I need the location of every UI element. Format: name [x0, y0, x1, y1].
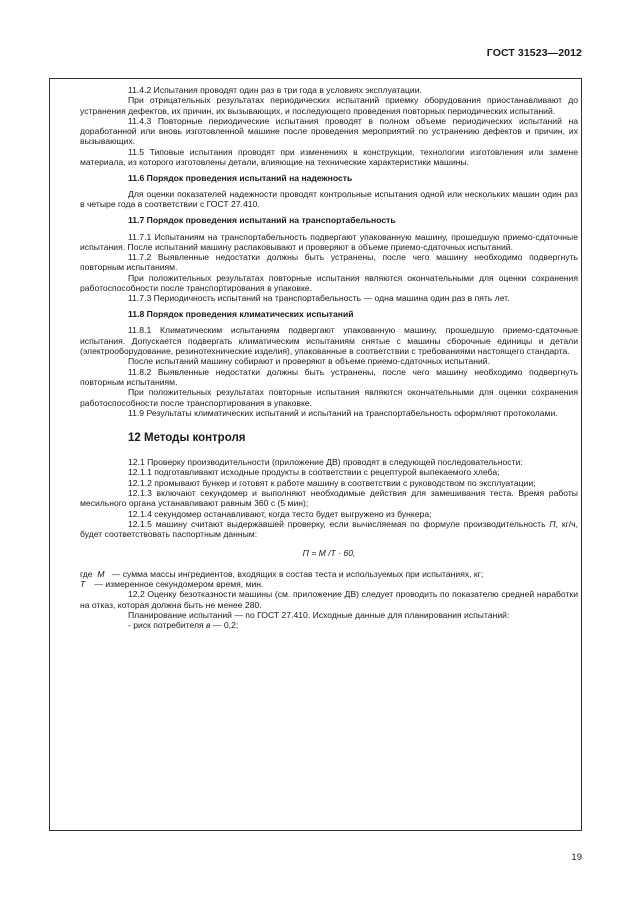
- paragraph-12-2: 12.2 Оценку безотказности машины (см. приложение ДВ) следует проводить по показателю средней наработки на отказ, которая должна быть не менее 280.: [80, 589, 578, 610]
- paragraph-11-8-2: 11.8.2 Выявленные недостатки должны быть устранены, после чего машину необходимо подвергнуть повторным испытаниям.: [80, 366, 578, 387]
- paragraph-consumer-risk: [80, 620, 578, 630]
- productivity-symbol: П: [549, 518, 556, 529]
- paragraph-12-1-5-lead: 12.1.5 машину считают выдержавшей проверку, если вычисляемая по формуле производительность: [128, 518, 550, 529]
- paragraph-11-4-2: 11.4.2 Испытания проводят один раз в три года в условиях эксплуатации.: [128, 85, 422, 95]
- paragraph-11-7-2: 11.7.2 Выявленные недостатки должны быть устранены, после чего машину необходимо подвергнуть повторным испытаниям.: [80, 252, 578, 273]
- section-12-title: 12 Методы контроля: [128, 432, 246, 445]
- paragraph-12-1-1: 12.1.1 подготавливают исходные продукты в соответствии с рецептурой выпекаемого хлеба;: [128, 467, 500, 478]
- paragraph-11-6: Для оценки показателей надежности проводят контрольные испытания одной или нескольких машин один раз в четыре года в соответствии с ГОСТ 27.410.: [80, 189, 578, 210]
- where-m-definition: — сумма массы ингредиентов, входящих в состав теста и используемых при испытаниях, кг;: [111, 568, 484, 579]
- heading-11-7: 11.7 Порядок проведения испытаний на транспортабельность: [128, 215, 396, 226]
- where-t-definition: — измеренное секундомером время, мин.: [94, 579, 264, 590]
- paragraph-11-7-2-continued: При положительных результатах повторные испытания являются окончательными для оценки сохранения работоспособности после транспортирования в упаковке.: [80, 272, 578, 294]
- paragraph-11-5: 11.5 Типовые испытания проводят при изменениях в конструкции, технологии изготовления или замене материала, из которого изготовлены детали, влияющие на технические характеристики машины.: [80, 146, 578, 168]
- content-frame: [49, 78, 582, 831]
- time-symbol: Т: [80, 579, 86, 590]
- document-body: [80, 85, 578, 631]
- standard-code-header: ГОСТ 31523—2012: [486, 47, 582, 59]
- consumer-risk-symbol: в: [206, 620, 211, 631]
- where-t-line: [80, 579, 578, 589]
- paragraph-11-4-2-continued: При отрицательных результатах периодических испытаний приемку оборудования приостанавливают до устранения дефектов, их причин, их вызывающих, и последующего проведения повторных периодических испытаний.: [80, 95, 578, 116]
- paragraph-11-7-3: 11.7.3 Периодичность испытаний на транспортабельность — одна машина один раз в пять лет.: [128, 293, 510, 304]
- paragraph-11-9: 11.9 Результаты климатических испытаний и испытаний на транспортабельность оформляют протоколами.: [128, 407, 558, 418]
- where-prefix: где: [80, 568, 93, 579]
- paragraph-11-8-2-continued: При положительных результатах повторные испытания являются окончательными для оценки сохранения работоспособности после транспортирования в упаковке.: [80, 387, 578, 408]
- paragraph-11-8-1-continued: После испытаний машину собирают и проверяют в объеме приемо-сдаточных испытаний.: [128, 356, 490, 367]
- heading-11-8: 11.8 Порядок проведения климатических испытаний: [128, 309, 354, 320]
- paragraph-12-1-5-tail: , кг/ч, будет соответствовать паспортным данным:: [80, 518, 578, 540]
- paragraph-12-1-4: 12.1.4 секундомер останавливают, когда тесто будет выгружено из бункера;: [128, 508, 432, 519]
- productivity-formula: П = М /Т · 60,: [302, 548, 356, 559]
- paragraph-11-4-3: 11.4.3 Повторные периодические испытания проводят в полном объеме периодических испытаний на доработанной или вновь изготовленной машине после проведения мероприятий по устранению дефектов и причин, их вызывающих.: [80, 115, 578, 147]
- paragraph-12-1: 12.1 Проверку производительности (приложение ДВ) проводят в следующей последовательности:: [128, 457, 523, 468]
- paragraph-planning: Планирование испытаний — по ГОСТ 27.410. Исходные данные для планирования испытаний:: [128, 609, 510, 620]
- paragraph-12-1-2: 12.1.2 промывают бункер и готовят к работе машину в соответствии с руководством по эксплуатации;: [128, 477, 536, 488]
- consumer-risk-lead: - риск потребителя: [128, 620, 207, 631]
- page-number: 19: [571, 852, 582, 863]
- paragraph-11-8-1: 11.8.1 Климатическим испытаниям подвергают упакованную машину, прошедшую приемо-сдаточные испытания. Допускается подвергать климатическим испытаниям снятые с машины сборочные единицы и детали (электрооборудование, резинотехнические изделия), упакованные в соответствии с требованиями настоящего стандарта.: [80, 325, 578, 357]
- heading-11-6: 11.6 Порядок проведения испытаний на надежность: [128, 172, 353, 183]
- paragraph-12-1-5: [80, 519, 578, 540]
- paragraph-11-7-1: 11.7.1 Испытаниям на транспортабельность подвергают упакованную машину, прошедшую приемо-сдаточные испытания. После испытаний машину распаковывают и проверяют в объеме приемо-сдаточных испытаний.: [80, 231, 578, 252]
- consumer-risk-value: — 0,2;: [210, 620, 239, 631]
- where-m-line: [80, 569, 578, 579]
- paragraph-12-1-3: 12.1.3 включают секундомер и выполняют необходимые действия для замешивания теста. Время работы месильного органа устанавливают равным 360 с (5 мин);: [80, 488, 578, 509]
- mass-symbol: М: [97, 568, 105, 579]
